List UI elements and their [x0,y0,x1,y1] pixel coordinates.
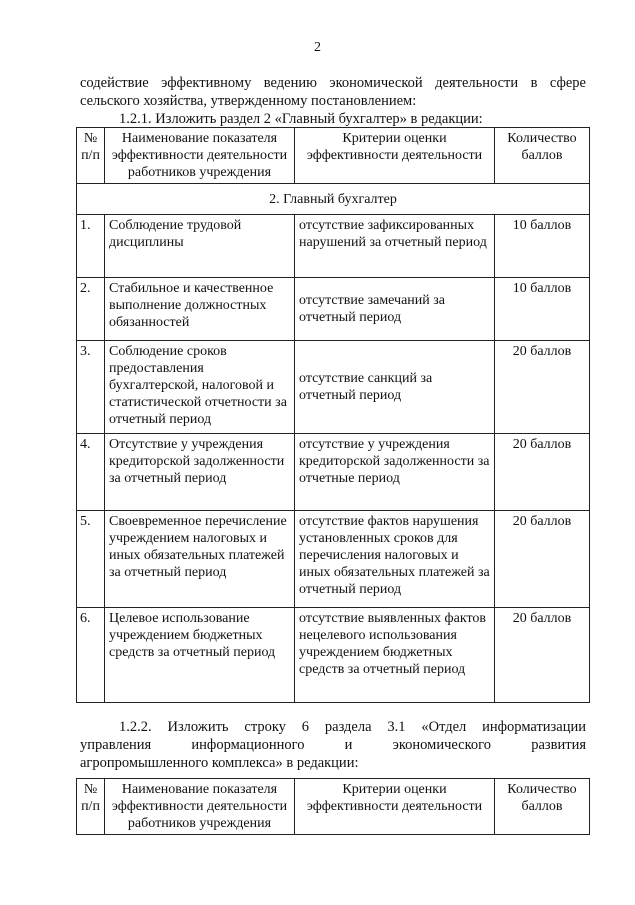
clause-1-2-2-line-3: агропромышленного комплекса» в редакции: [80,755,359,771]
header-num: № п/п [77,779,105,835]
row-criteria: отсутствие фактов нарушения установленных сроков для перечисления налоговых и иных обязательных платежей за отчетный период [295,511,495,608]
header-num: № п/п [77,128,105,184]
it-department-table [76,778,590,835]
intro-line-1: содействие эффективному ведению экономической деятельности в сфере [80,75,586,91]
table-row [77,608,590,703]
table-row [77,341,590,434]
header-criteria: Критерии оценки эффективности деятельности [295,779,495,835]
row-score: 20 баллов [495,608,590,703]
chief-accountant-table [76,127,590,703]
table-header-row [77,128,590,184]
table-row [77,511,590,608]
page-number: 2 [314,40,321,55]
row-num: 6. [77,608,105,703]
row-criteria: отсутствие выявленных фактов нецелевого использования учреждением бюджетных средств за отчетный период [295,608,495,703]
row-num: 5. [77,511,105,608]
row-score: 20 баллов [495,434,590,511]
section-title: 2. Главный бухгалтер [77,184,590,215]
row-criteria: отсутствие санкций за отчетный период [295,341,495,434]
intro-line-2: сельского хозяйства, утвержденному постановлением: [80,93,417,109]
row-name: Целевое использование учреждением бюджетных средств за отчетный период [105,608,295,703]
table-row [77,434,590,511]
row-num: 2. [77,278,105,341]
row-num: 1. [77,215,105,278]
table-header-row [77,779,590,835]
row-score: 10 баллов [495,215,590,278]
row-num: 4. [77,434,105,511]
clause-1-2-2-line-2: управления информационного и экономического развития [80,737,586,753]
clause-1-2-2-line-1: 1.2.2. Изложить строку 6 раздела 3.1 «Отдел информатизации [119,719,586,735]
row-name: Соблюдение сроков предоставления бухгалтерской, налоговой и статистической отчетности за отчетный период [105,341,295,434]
row-score: 20 баллов [495,341,590,434]
row-score: 10 баллов [495,278,590,341]
row-name: Соблюдение трудовой дисциплины [105,215,295,278]
row-name: Стабильное и качественное выполнение должностных обязанностей [105,278,295,341]
header-name: Наименование показателя эффективности деятельности работников учреждения [105,779,295,835]
row-criteria: отсутствие зафиксированных нарушений за отчетный период [295,215,495,278]
row-criteria: отсутствие замечаний за отчетный период [295,278,495,341]
clause-1-2-1: 1.2.1. Изложить раздел 2 «Главный бухгалтер» в редакции: [119,111,483,127]
header-score: Количество баллов [495,128,590,184]
row-score: 20 баллов [495,511,590,608]
header-name: Наименование показателя эффективности деятельности работников учреждения [105,128,295,184]
section-row [77,184,590,215]
row-num: 3. [77,341,105,434]
row-name: Своевременное перечисление учреждением налоговых и иных обязательных платежей за отчетный период [105,511,295,608]
table-row [77,278,590,341]
header-score: Количество баллов [495,779,590,835]
row-name: Отсутствие у учреждения кредиторской задолженности за отчетный период [105,434,295,511]
row-criteria: отсутствие у учреждения кредиторской задолженности за отчетные период [295,434,495,511]
header-criteria: Критерии оценки эффективности деятельности [295,128,495,184]
table-row [77,215,590,278]
